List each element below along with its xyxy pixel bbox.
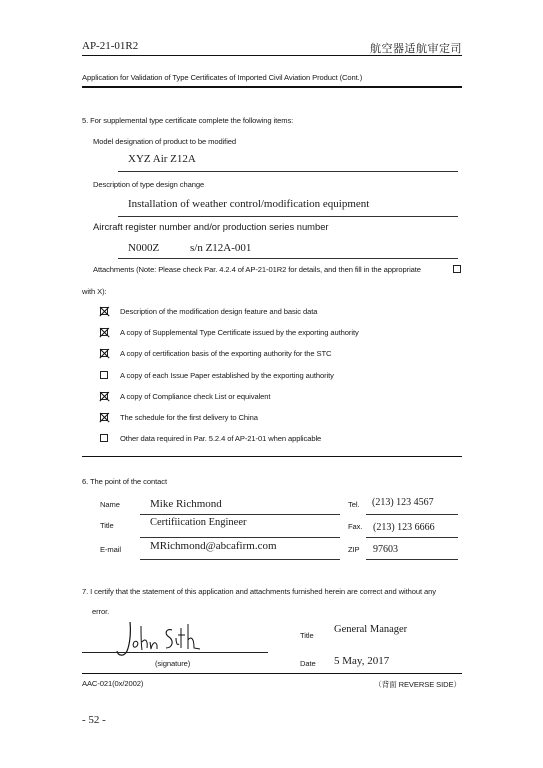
email-label: E-mail bbox=[100, 545, 121, 554]
attachments-note: Attachments (Note: Please check Par. 4.2.4 of AP-21-01R2 for details, and then fill in the appropriate bbox=[93, 265, 421, 274]
signature-caption: (signature) bbox=[155, 659, 191, 668]
doc-id: AP-21-01R2 bbox=[82, 40, 139, 52]
title-underline bbox=[140, 537, 340, 538]
section5-heading: 5. For supplemental type certificate complete the following items: bbox=[82, 116, 294, 125]
title-label: Title bbox=[100, 521, 114, 530]
name-label: Name bbox=[100, 500, 120, 509]
attachment-label: Other data required in Par. 5.2.4 of AP-21-01 when applicable bbox=[120, 434, 322, 443]
email-value[interactable]: MRichmond@abcafirm.com bbox=[150, 540, 277, 552]
zip-label: ZIP bbox=[348, 545, 360, 554]
agency-name: 航空器适航审定司 bbox=[370, 43, 462, 55]
attachment-label: A copy of certification basis of the exporting authority for the STC bbox=[120, 349, 332, 358]
change-value[interactable]: Installation of weather control/modification equipment bbox=[128, 198, 370, 210]
name-value[interactable]: Mike Richmond bbox=[150, 498, 222, 510]
attachment-checkbox[interactable] bbox=[100, 392, 108, 400]
fax-value[interactable]: (213) 123 6666 bbox=[373, 522, 435, 533]
fax-underline bbox=[366, 537, 458, 538]
attachments-note-checkbox bbox=[453, 265, 461, 273]
footer-rule bbox=[82, 673, 462, 674]
attachment-checkbox[interactable] bbox=[100, 307, 108, 315]
attachment-label: A copy of Supplemental Type Certificate issued by the exporting authority bbox=[120, 328, 359, 337]
tel-label: Tel. bbox=[348, 500, 360, 509]
certification-statement: 7. I certify that the statement of this application and attachments furnished herein are correct and without any bbox=[82, 587, 436, 596]
attachment-checkbox[interactable] bbox=[100, 349, 108, 357]
page-number: - 52 - bbox=[82, 714, 106, 726]
attachment-checkbox[interactable] bbox=[100, 371, 108, 379]
register-number[interactable]: N000Z bbox=[128, 242, 160, 254]
name-underline bbox=[140, 514, 340, 515]
title-rule bbox=[82, 86, 462, 88]
attachment-label: Description of the modification design feature and basic data bbox=[120, 307, 318, 316]
officer-title-value[interactable]: General Manager bbox=[334, 624, 408, 635]
section5-divider bbox=[82, 456, 462, 457]
title-value[interactable]: Certifiication Engineer bbox=[150, 517, 247, 528]
officer-title-label: Title bbox=[300, 631, 314, 640]
attachment-label: A copy of Compliance check List or equivalent bbox=[120, 392, 271, 401]
model-label: Model designation of product to be modified bbox=[93, 137, 237, 146]
date-value[interactable]: 5 May, 2017 bbox=[334, 655, 390, 667]
model-underline bbox=[118, 171, 458, 172]
attachment-checkbox[interactable] bbox=[100, 413, 108, 421]
attachment-label: The schedule for the first delivery to China bbox=[120, 413, 258, 422]
signature-line bbox=[82, 652, 268, 653]
certification-statement-cont: error. bbox=[92, 607, 110, 616]
fax-label: Fax. bbox=[348, 522, 363, 531]
attachments-note-cont: with X): bbox=[82, 287, 107, 296]
reverse-side-note: （背面 REVERSE SIDE） bbox=[374, 680, 461, 689]
attachment-checkbox[interactable] bbox=[100, 328, 108, 336]
email-underline bbox=[140, 559, 340, 560]
serial-number[interactable]: s/n Z12A-001 bbox=[190, 242, 252, 254]
register-underline bbox=[118, 258, 458, 259]
handwritten-signature bbox=[112, 618, 202, 660]
tel-value[interactable]: (213) 123 4567 bbox=[372, 497, 434, 508]
model-value[interactable]: XYZ Air Z12A bbox=[128, 153, 196, 165]
section6-heading: 6. The point of the contact bbox=[82, 477, 167, 486]
attachment-label: A copy of each Issue Paper established by the exporting authority bbox=[120, 371, 334, 380]
tel-underline bbox=[366, 514, 458, 515]
form-title: Application for Validation of Type Certificates of Imported Civil Aviation Product (Cont.) bbox=[82, 73, 363, 82]
change-label: Description of type design change bbox=[93, 180, 205, 189]
date-label: Date bbox=[300, 659, 316, 668]
form-code: AAC-021(0x/2002) bbox=[82, 679, 144, 688]
register-label: Aircraft register number and/or production series number bbox=[93, 221, 329, 232]
change-underline bbox=[118, 216, 458, 217]
zip-value[interactable]: 97603 bbox=[373, 544, 398, 555]
header-rule bbox=[82, 55, 462, 56]
attachment-checkbox[interactable] bbox=[100, 434, 108, 442]
zip-underline bbox=[366, 559, 458, 560]
